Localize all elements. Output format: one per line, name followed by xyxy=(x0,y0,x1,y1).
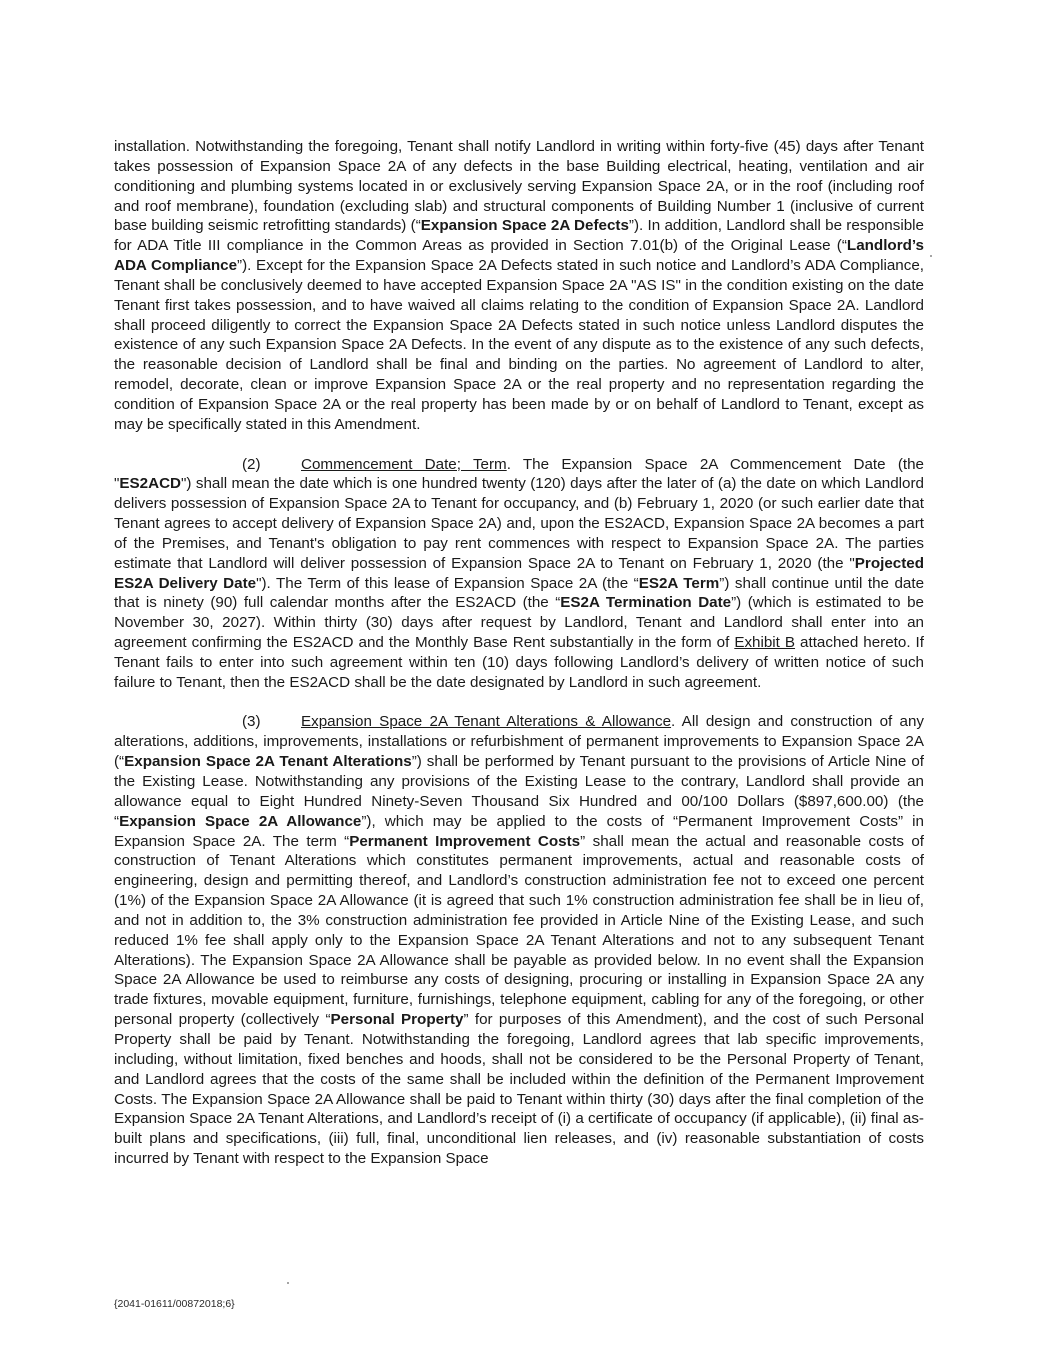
document-footer-id: {2041-01611/00872018;6} xyxy=(114,1298,235,1310)
defined-term: ES2A Termination Date xyxy=(560,594,732,612)
text-run: ") shall mean the date which is one hundred twenty (120) days after the later of (a) the date on which Landlord delivers possession of Expansion Space 2A to Tenant for occupancy, and (b) February 1, 2020 (or such earlier date that Tenant agrees to accept delivery of Expansion Space 2A) and, upon the ES2ACD, Expansion Space 2A becomes a part of the Premises, and Tenant's obligation to pay rent commences with respect to Expansion Space 2A. The parties estimate that Landlord will deliver possession of Expansion Space 2A to Tenant on February 1, 2020 (the " xyxy=(114,475,924,572)
text-run: ”) shall be performed by Tenant pursuant to the provisions of Article Nine of the Existing Lease. Notwithstanding any provisions of the Existing Lease to the contrary, Landlord shall provide an allowance equal to Eight Hundred Ninety-Seven Thousand Six Hundred and 00/100 Dollars ($897,600.00) (the “ xyxy=(114,753,924,830)
text-run: "). The Term of this lease of Expansion Space 2A (the “ xyxy=(256,574,639,592)
section-heading: Expansion Space 2A Tenant Alterations & Allowance xyxy=(301,713,672,731)
text-run: ” shall mean the actual and reasonable costs of construction of Tenant Alterations which constitutes permanent improvements, actual and reasonable costs of engineering, design and permitting thereof, and Landlord’s construction administration fee not to exceed one percent (1%) of the Expansion Space 2A Allowance (it is agreed that such 1% construction administration fee shall be in lieu of, and not in addition to, the 3% construction administration fee provided in Article Nine of the Existing Lease, and such reduced 1% fee shall apply only to the Expansion Space 2A Tenant Alterations and not to any subsequent Tenant Alterations). The Expansion Space 2A Allowance shall be payable as provided below. In no event shall the Expansion Space 2A Allowance be used to reimburse any costs of designing, procuring or installing in Expansion Space 2A any trade fixtures, movable equipment, furniture, furnishings, telephone equipment, cabling for any of the foregoing, or other personal property (collectively “ xyxy=(114,832,925,1029)
defined-term: Expansion Space 2A Tenant Alterations xyxy=(124,753,412,771)
text-run: ”), which may be applied to the costs of “Permanent Improvement Costs” in Expansion Space 2A. The term “ xyxy=(114,812,925,850)
defined-term: Expansion Space 2A Defects xyxy=(420,217,629,235)
defined-term: Permanent Improvement Costs xyxy=(349,832,581,850)
defined-term: ES2A Term xyxy=(638,574,720,592)
text-run: . All design and construction of any alterations, additions, improvements, installations or refurbishment of permanent improvements to Expansion Space 2A (“ xyxy=(114,713,924,771)
paragraph-defects xyxy=(114,137,924,435)
scan-speck xyxy=(287,1282,289,1284)
defined-term: Personal Property xyxy=(330,1011,464,1029)
defined-term: Projected ES2A Delivery Date xyxy=(114,554,924,592)
defined-term: ES2ACD xyxy=(119,475,182,493)
text-run: ” for purposes of this Amendment), and the cost of such Personal Property shall be paid by Tenant. Notwithstanding the foregoing, Landlord agrees that lab specific improvements, including, without limitation, fixed benches and hoods, shall not be considered to be the Personal Property of Tenant, and Landlord agrees that the costs of the same shall be included within the definition of the Permanent Improvement Costs. The Expansion Space 2A Allowance shall be paid to Tenant within thirty (30) days after the final completion of the Expansion Space 2A Tenant Alterations, and Landlord’s receipt of (i) a certificate of occupancy (if applicable), (ii) final as-built plans and specifications, (iii) full, final, unconditional lien releases, and (iv) reasonable substantiation of costs incurred by Tenant with respect to the Expansion Space xyxy=(114,1011,924,1168)
paragraph-number: (3) xyxy=(242,713,261,731)
section-heading: Commencement Date; Term xyxy=(301,455,507,473)
text-run: attached hereto. If Tenant fails to enter into such agreement within ten (10) days following Landlord’s delivery of written notice of such failure to Tenant, then the ES2ACD shall be the date designated by Landlord in such agreement. xyxy=(114,634,924,691)
text-run: installation. Notwithstanding the foregoing, Tenant shall notify Landlord in writing within forty-five (45) days after Tenant takes possession of Expansion Space 2A of any defects in the base Building electrical, heating, ventilation and air conditioning and plumbing systems located in or exclusively serving Expansion Space 2A, or in the roof (including roof and roof membrane), foundation (excluding slab) and structural components of Building Number 1 (inclusive of current base building seismic retrofitting standards) (“ xyxy=(114,138,924,235)
text-run: ”). In addition, Landlord shall be responsible for ADA Title III compliance in the Common Areas as provided in Section 7.01(b) of the Original Lease (“ xyxy=(114,217,924,255)
scan-speck xyxy=(930,255,932,257)
text-run: ”) shall continue until the date that is ninety (90) full calendar months after the ES2ACD (the “ xyxy=(114,574,925,612)
paragraph-number: (2) xyxy=(242,455,261,473)
text-run: . The Expansion Space 2A Commencement Date (the " xyxy=(114,455,924,493)
text-run: ”) (which is estimated to be November 30, 2027). Within thirty (30) days after request by Landlord, Tenant and Landlord shall enter into an agreement confirming the ES2ACD and the Monthly Base Rent substantially in the form of xyxy=(114,594,924,652)
document-body xyxy=(114,137,924,1189)
defined-term: Expansion Space 2A Allowance xyxy=(119,812,362,830)
exhibit-reference: Exhibit B xyxy=(734,634,796,652)
defined-term: Landlord’s ADA Compliance xyxy=(114,237,924,275)
paragraph-commencement-date xyxy=(114,455,924,693)
text-run: ”). Except for the Expansion Space 2A Defects stated in such notice and Landlord’s ADA Compliance, Tenant shall be conclusively deemed to have accepted Expansion Space 2A "AS IS" in the condition existing on the date Tenant first takes possession, and to have waived all claims relating to the condition of Expansion Space 2A. Landlord shall proceed diligently to correct the Expansion Space 2A Defects stated in such notice unless Landlord disputes the existence of any such Expansion Space 2A Defects. In the event of any dispute as to the existence of any such defects, the reasonable decision of Landlord shall be final and binding on the parties. No agreement of Landlord to alter, remodel, decorate, clean or improve Expansion Space 2A or the real property and no representation regarding the condition of Expansion Space 2A or the real property has been made by or on behalf of Landlord to Tenant, except as may be specifically stated in this Amendment. xyxy=(114,257,924,433)
paragraph-tenant-alterations xyxy=(114,712,924,1168)
